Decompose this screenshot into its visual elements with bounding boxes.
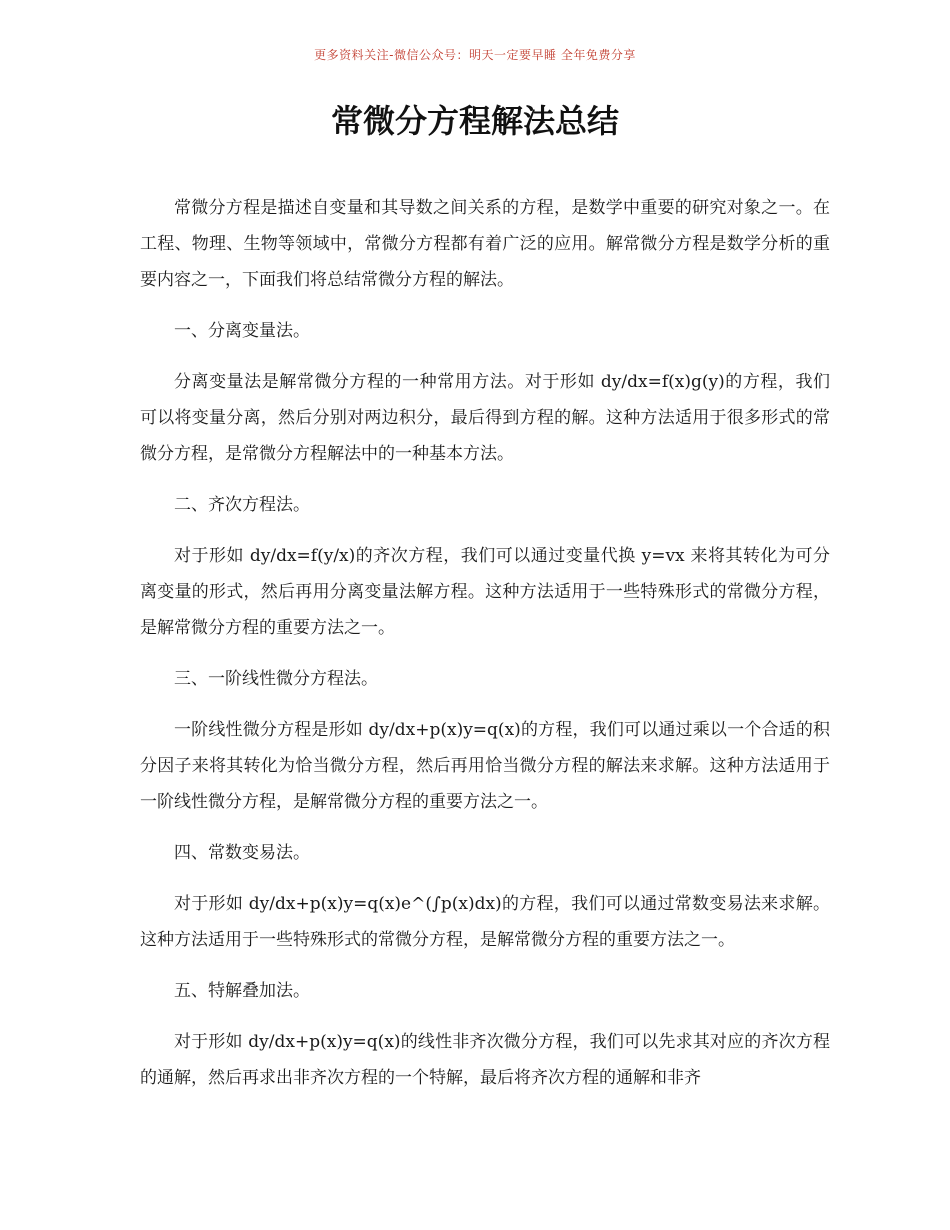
- header-note: 更多资料关注-微信公众号：明天一定要早睡 全年免费分享: [314, 48, 636, 62]
- intro-paragraph: 常微分方程是描述自变量和其导数之间关系的方程，是数学中重要的研究对象之一。在工程、物理、生物等领域中，常微分方程都有着广泛的应用。解常微分方程是数学分析的重要内容之一，下面我们将总结常微分方程的解法。: [140, 198, 830, 290]
- section-heading-variation: 四、常数变易法。: [174, 843, 310, 863]
- document-body: [140, 190, 830, 1111]
- section-text-homogeneous: 对于形如 dy/dx=f(y/x)的齐次方程，我们可以通过变量代换 y=vx 来将其转化为可分离变量的形式，然后再用分离变量法解方程。这种方法适用于一些特殊形式的常微分方程，是解常微分方程的重要方法之一。: [140, 546, 830, 638]
- section-heading-linear: 三、一阶线性微分方程法。: [174, 669, 378, 689]
- document-title: 常微分方程解法总结: [330, 102, 619, 140]
- section-heading-superposition: 五、特解叠加法。: [174, 981, 310, 1001]
- section-text-separation: 分离变量法是解常微分方程的一种常用方法。对于形如 dy/dx=f(x)g(y)的方程，我们可以将变量分离，然后分别对两边积分，最后得到方程的解。这种方法适用于很多形式的常微分方程，是常微分方程解法中的一种基本方法。: [140, 372, 830, 464]
- section-text-linear: 一阶线性微分方程是形如 dy/dx+p(x)y=q(x)的方程，我们可以通过乘以一个合适的积分因子来将其转化为恰当微分方程，然后再用恰当微分方程的解法来求解。这种方法适用于一阶线性微分方程，是解常微分方程的重要方法之一。: [140, 720, 830, 812]
- section-text-variation: 对于形如 dy/dx+p(x)y=q(x)e^(∫p(x)dx)的方程，我们可以通过常数变易法来求解。这种方法适用于一些特殊形式的常微分方程，是解常微分方程的重要方法之一。: [140, 894, 830, 950]
- section-heading-homogeneous: 二、齐次方程法。: [174, 495, 310, 515]
- section-text-superposition: 对于形如 dy/dx+p(x)y=q(x)的线性非齐次微分方程，我们可以先求其对应的齐次方程的通解，然后再求出非齐次方程的一个特解，最后将齐次方程的通解和非齐: [140, 1032, 830, 1088]
- section-heading-separation: 一、分离变量法。: [174, 321, 310, 341]
